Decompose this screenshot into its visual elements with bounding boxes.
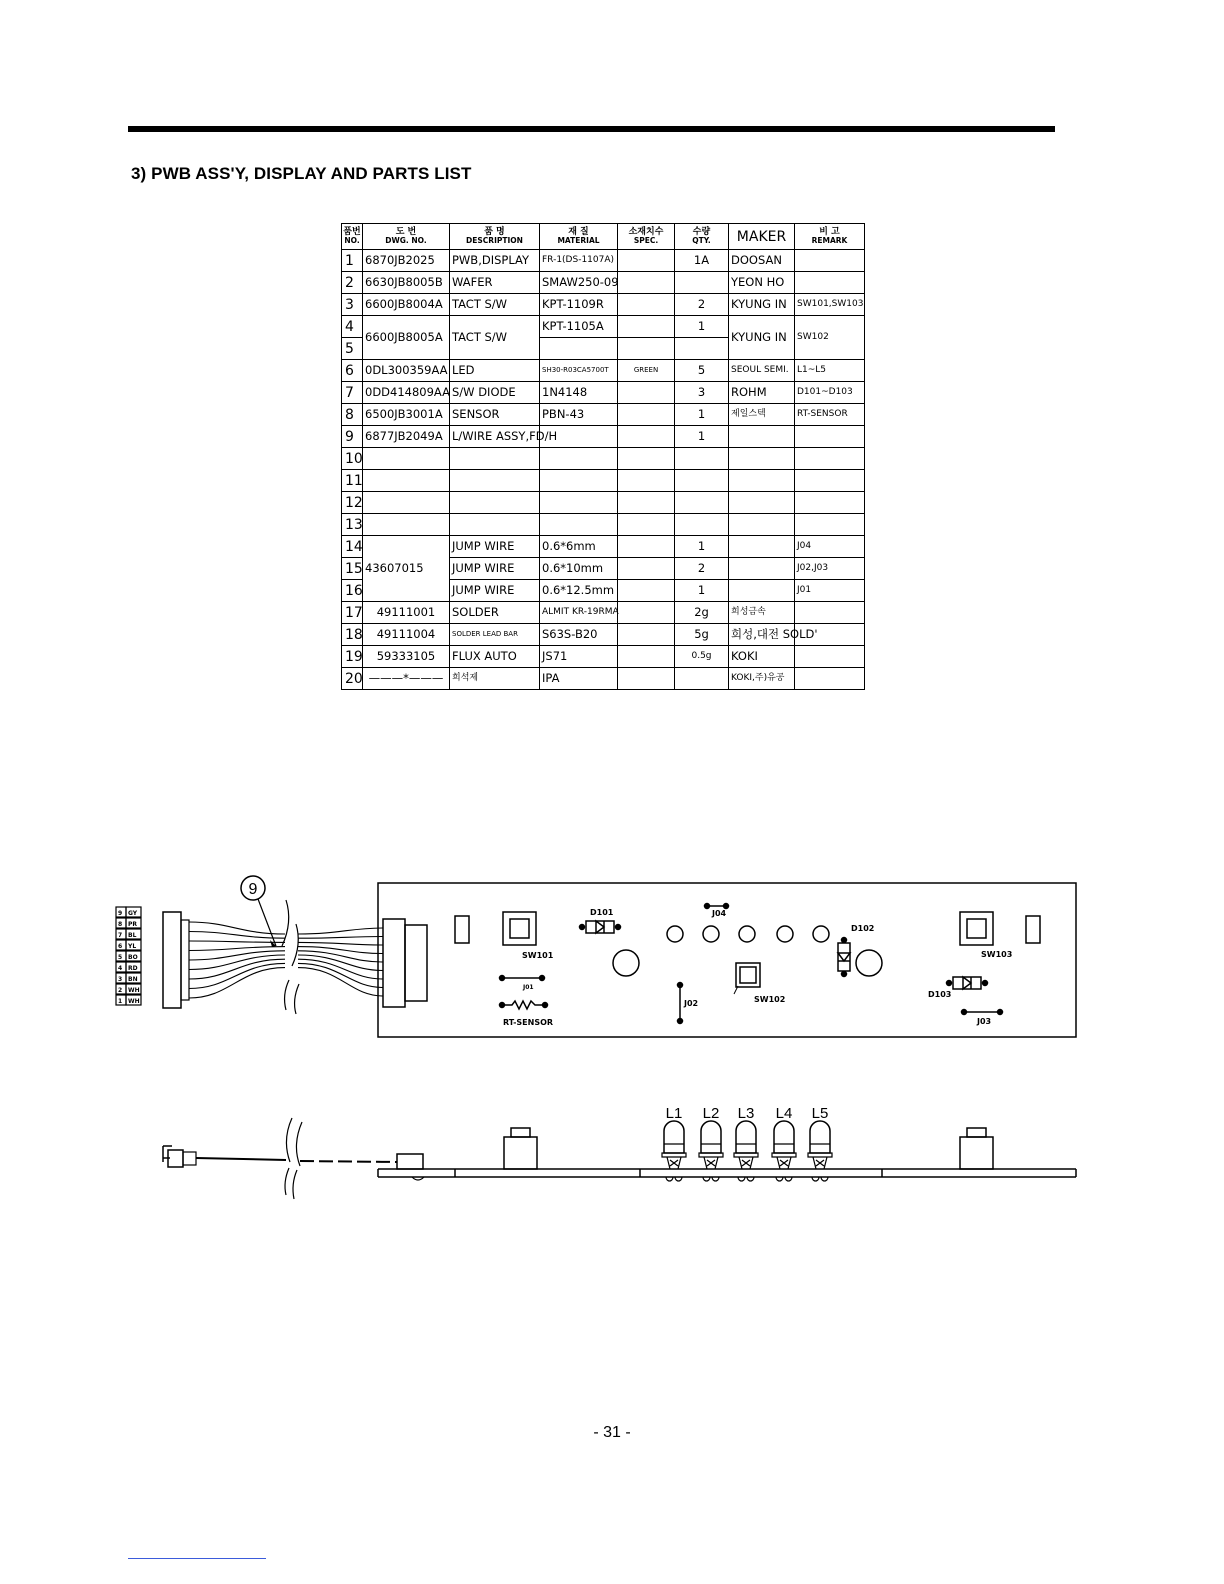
pin-label: 9: [118, 910, 123, 917]
d102-diode: [838, 943, 850, 971]
cell-maker: 희성금속: [729, 602, 795, 624]
cell-no: 1: [342, 250, 363, 272]
side-cable: [196, 1158, 397, 1162]
cell-no: 20: [342, 668, 363, 690]
cell-material: SH30-R03CA5700T: [540, 360, 618, 382]
j01-jumper: [500, 976, 545, 981]
side-connector: [397, 1154, 423, 1169]
cell-material: ALMIT KR-19RMA: [540, 602, 618, 624]
cell-dwg-no: 6500JB3001A: [363, 404, 450, 426]
cell-remark: J01: [795, 580, 865, 602]
sw102-switch: [736, 963, 760, 987]
cell-description: SOLDER LEAD BAR: [450, 624, 540, 646]
sensor-hole-right: [856, 950, 882, 976]
cell-qty: 1: [675, 426, 729, 448]
led-label: L4: [775, 1105, 793, 1122]
cell-qty: 2g: [675, 602, 729, 624]
led-label: L3: [737, 1105, 755, 1122]
cell-description: TACT S/W: [450, 294, 540, 316]
pin-color: YL: [128, 943, 137, 950]
cell-no: 7: [342, 382, 363, 404]
cell-remark: SW101,SW103: [795, 294, 865, 316]
cell-qty: 1: [675, 316, 729, 338]
header-dwg-no: 도 번 DWG. NO.: [363, 224, 450, 250]
cell-no: 14: [342, 536, 363, 558]
cell-description: 희석제: [450, 668, 540, 690]
harness-wire: [189, 968, 383, 998]
cell-maker: KOKI,주)유공: [729, 668, 795, 690]
label-j02: J02: [684, 999, 699, 1008]
harness-wire: [189, 922, 383, 934]
footer-link-line: [128, 1558, 266, 1559]
pin-color: BO: [128, 954, 138, 961]
cell-no: 17: [342, 602, 363, 624]
header-material: 재 질 MATERIAL: [540, 224, 618, 250]
pin-color: BN: [128, 976, 138, 983]
cell-description: WAFER: [450, 272, 540, 294]
cell-material: FR-1(DS-1107A): [540, 250, 618, 272]
cell-no: 6: [342, 360, 363, 382]
cell-description: FLUX AUTO: [450, 646, 540, 668]
side-led-row: [662, 1121, 832, 1181]
cell-description: JUMP WIRE: [450, 580, 540, 602]
pin-color: PR: [128, 921, 138, 928]
pin-label: 5: [118, 954, 123, 961]
cell-maker: KYUNG IN: [729, 294, 795, 316]
cell-qty: 5: [675, 360, 729, 382]
pin-color: RD: [128, 965, 138, 972]
label-sw101: SW101: [522, 951, 554, 960]
mount-slot-left: [455, 916, 469, 943]
cell-remark: RT-SENSOR: [795, 404, 865, 426]
cell-no: 13: [342, 514, 363, 536]
cell-material: S63S-B20: [540, 624, 618, 646]
cell-material: PBN-43: [540, 404, 618, 426]
cell-maker: ROHM: [729, 382, 795, 404]
cell-material: 1N4148: [540, 382, 618, 404]
cell-qty: 2: [675, 558, 729, 580]
led-label: L2: [702, 1105, 720, 1122]
cell-maker: SEOUL SEMI.: [729, 360, 795, 382]
cell-maker: DOOSAN: [729, 250, 795, 272]
cell-description: JUMP WIRE: [450, 558, 540, 580]
led-l3: [734, 1121, 758, 1181]
header-description: 품 명 DESCRIPTION: [450, 224, 540, 250]
cell-dwg-no: 6630JB8005B: [363, 272, 450, 294]
cell-no: 15: [342, 558, 363, 580]
harness-wire: [189, 947, 383, 954]
cell-material: 0.6*6mm: [540, 536, 618, 558]
pin-color: WH: [128, 998, 140, 1005]
cell-no: 8: [342, 404, 363, 426]
harness-wire: [189, 951, 383, 962]
d101-diode: [586, 921, 614, 933]
pin-label: 6: [118, 943, 123, 950]
pin-color: BL: [128, 932, 137, 939]
pin-label: 8: [118, 921, 123, 928]
led-footprints: [667, 926, 829, 942]
cell-description: LED: [450, 360, 540, 382]
cell-remark: L1~L5: [795, 360, 865, 382]
cell-maker: YEON HO: [729, 272, 795, 294]
cell-no: 4: [342, 316, 363, 338]
cell-material: KPT-1109R: [540, 294, 618, 316]
pin-label: 4: [118, 965, 123, 972]
pin-color: WH: [128, 987, 140, 994]
cell-material: IPA: [540, 668, 618, 690]
header-no: 품번 NO.: [342, 224, 363, 250]
cell-dwg-no: 6870JB2025: [363, 250, 450, 272]
label-sw103: SW103: [981, 950, 1013, 959]
cell-no: 2: [342, 272, 363, 294]
header-maker: MAKER: [729, 224, 795, 250]
pin-label: 2: [118, 987, 123, 994]
cell-no: 3: [342, 294, 363, 316]
harness-wire: [189, 959, 383, 979]
cell-dwg-no: 6600JB8004A: [363, 294, 450, 316]
j02-jumper: [678, 983, 683, 1024]
cell-description: S/W DIODE: [450, 382, 540, 404]
cell-description: TACT S/W: [450, 316, 540, 360]
side-switch-left: [504, 1128, 537, 1169]
cell-dwg-no: ———*———: [363, 668, 450, 690]
cell-dwg-no: 49111001: [363, 602, 450, 624]
cell-no: 9: [342, 426, 363, 448]
sensor-hole: [613, 950, 639, 976]
cell-maker: 제일스텍: [729, 404, 795, 426]
cell-no: 11: [342, 470, 363, 492]
cell-material: SMAW250-09: [540, 272, 618, 294]
cell-no: 5: [342, 338, 363, 360]
cell-qty: 5g: [675, 624, 729, 646]
cell-no: 10: [342, 448, 363, 470]
cell-maker: KOKI: [729, 646, 795, 668]
cell-dwg-no: 59333105: [363, 646, 450, 668]
cell-spec: GREEN: [618, 360, 675, 382]
cell-no: 16: [342, 580, 363, 602]
cell-no: 18: [342, 624, 363, 646]
j04-jumper: [705, 904, 729, 909]
page-number: - 31 -: [593, 1424, 631, 1441]
cell-material: 0.6*12.5mm: [540, 580, 618, 602]
header-qty: 수량 QTY.: [675, 224, 729, 250]
cell-remark: D101~D103: [795, 382, 865, 404]
cell-qty: 1A: [675, 250, 729, 272]
cell-qty: 0.5g: [675, 646, 729, 668]
pin-label: 1: [118, 998, 123, 1005]
cell-remark: SW102: [795, 316, 865, 360]
sw101-switch: [503, 912, 536, 945]
cell-description: PWB,DISPLAY: [450, 250, 540, 272]
cell-dwg-no: 0DD414809AA: [363, 382, 450, 404]
led-l5: [808, 1121, 832, 1181]
cell-qty: 1: [675, 536, 729, 558]
led-label: L1: [665, 1105, 683, 1122]
section-title: 3) PWB ASS'Y, DISPLAY AND PARTS LIST: [131, 164, 472, 183]
label-j03: J03: [977, 1017, 992, 1026]
mount-slot-right: [1026, 916, 1040, 943]
cell-material: KPT-1105A: [540, 316, 618, 338]
cell-dwg-no: 0DL300359AA: [363, 360, 450, 382]
wire-harness-top: [163, 900, 427, 1014]
rt-sensor-resistor: [500, 1001, 548, 1009]
cell-description: SOLDER: [450, 602, 540, 624]
sw103-switch: [960, 912, 993, 945]
side-left-plug: [163, 1146, 196, 1167]
cell-material: JS71: [540, 646, 618, 668]
label-sw102: SW102: [754, 995, 786, 1004]
cell-maker: KYUNG IN: [729, 316, 795, 360]
pin-color: GY: [128, 910, 138, 917]
label-d103: D103: [928, 990, 952, 999]
cell-no: 12: [342, 492, 363, 514]
cell-description: L/WIRE ASSY,FD/H: [450, 426, 540, 448]
callout-leader: [258, 899, 276, 946]
harness-wire: [189, 955, 383, 971]
label-j04: J04: [712, 909, 727, 918]
side-view: [163, 1118, 1076, 1199]
cell-remark: J02,J03: [795, 558, 865, 580]
cell-dwg-no: 6600JB8005A: [363, 316, 450, 360]
side-switch-right: [960, 1128, 993, 1169]
led-label: L5: [811, 1105, 829, 1122]
cell-description: SENSOR: [450, 404, 540, 426]
label-d102: D102: [851, 924, 875, 933]
cell-maker: 희성,대전 SOLD': [729, 624, 795, 646]
connector-pin-legend: [116, 907, 141, 1005]
j03-jumper: [962, 1010, 1003, 1015]
label-d101: D101: [590, 908, 614, 917]
cell-dwg-no: 43607015: [363, 536, 450, 602]
cell-dwg-no: 49111004: [363, 624, 450, 646]
harness-wire: [189, 941, 383, 945]
cell-remark: J04: [795, 536, 865, 558]
pin-label: 3: [118, 976, 123, 983]
header-remark: 비 고 REMARK: [795, 224, 865, 250]
led-l2: [699, 1121, 723, 1181]
cell-dwg-no: 6877JB2049A: [363, 426, 450, 448]
cell-description: JUMP WIRE: [450, 536, 540, 558]
cell-no: 19: [342, 646, 363, 668]
cell-qty: 2: [675, 294, 729, 316]
cell-qty: 3: [675, 382, 729, 404]
cell-qty: 1: [675, 580, 729, 602]
callout-number: 9: [248, 881, 258, 898]
cell-material: 0.6*10mm: [540, 558, 618, 580]
d103-diode: [953, 977, 981, 989]
label-rt-sensor: RT-SENSOR: [503, 1018, 554, 1027]
led-l1: [662, 1121, 686, 1181]
led-l4: [772, 1121, 796, 1181]
header-spec: 소재치수 SPEC.: [618, 224, 675, 250]
pin-label: 7: [118, 932, 123, 939]
label-j01: J01: [523, 984, 534, 991]
cell-qty: 1: [675, 404, 729, 426]
